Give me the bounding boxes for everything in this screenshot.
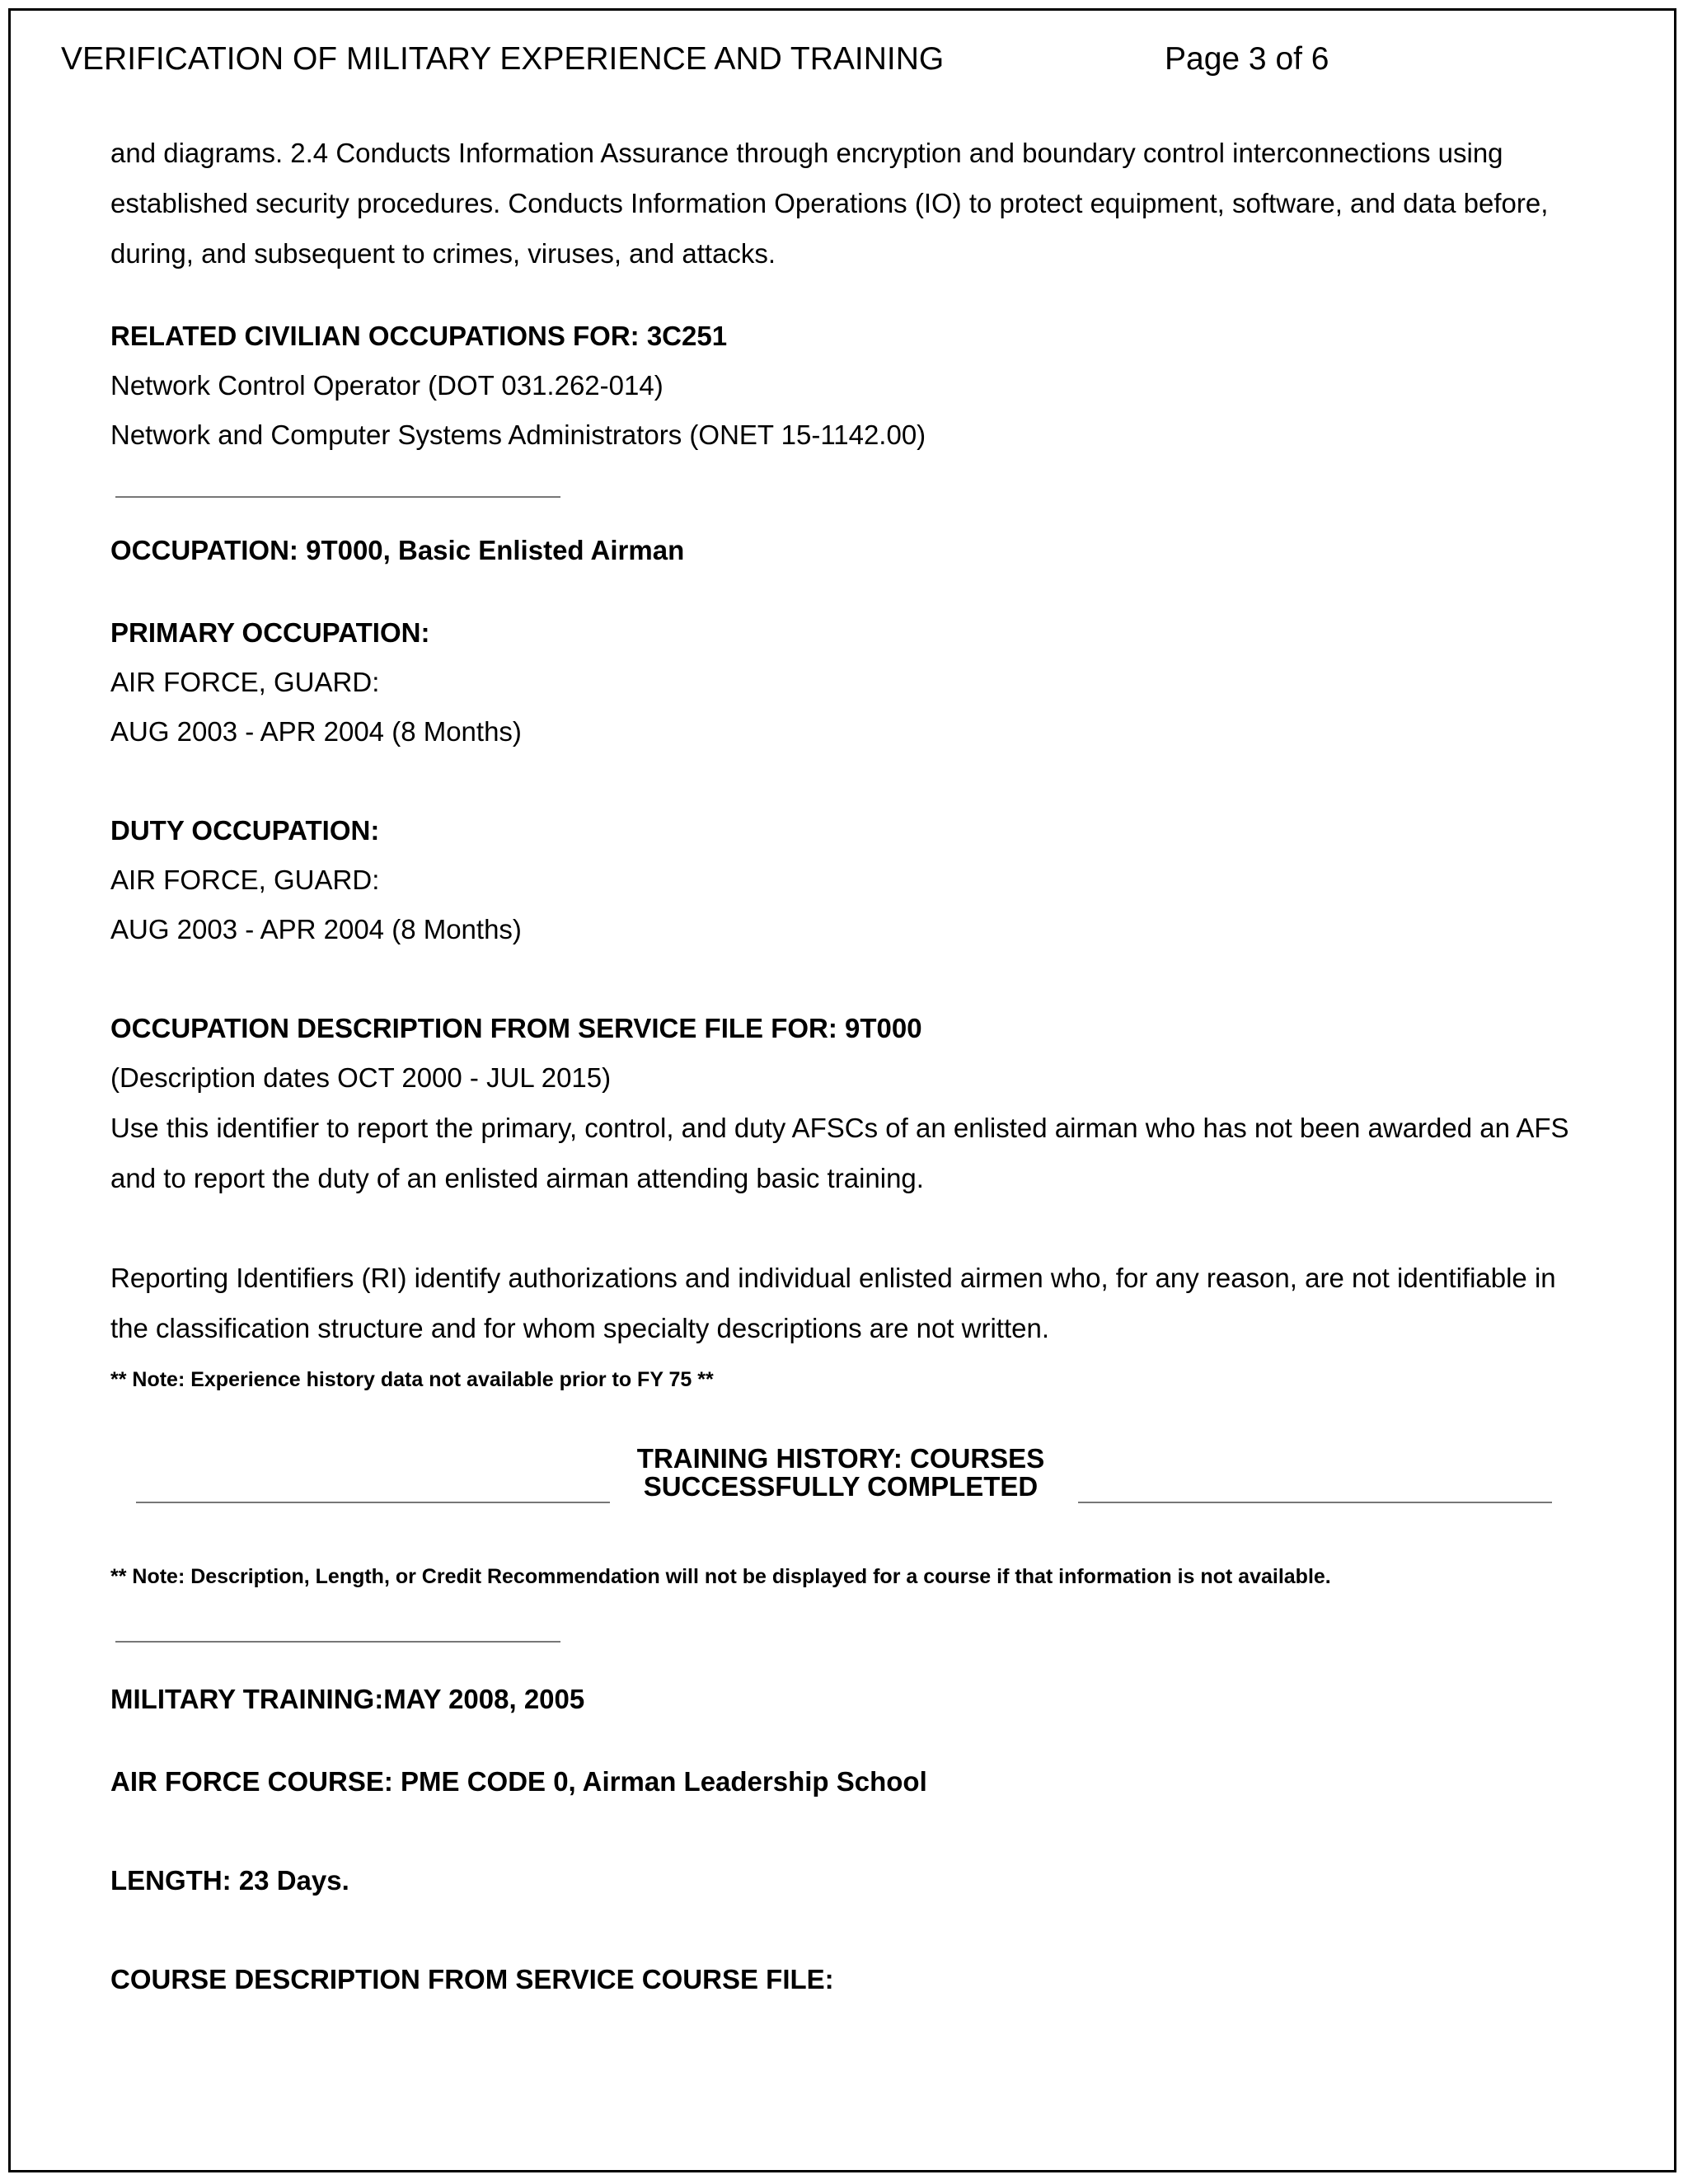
experience-note: ** Note: Experience history data not available prior to FY 75 ** [110, 1368, 714, 1391]
primary-occupation-service: AIR FORCE, GUARD: [110, 667, 380, 697]
occupation-description-section [110, 1004, 1586, 1353]
course-description-heading: COURSE DESCRIPTION FROM SERVICE COURSE FILE: [110, 1964, 834, 1994]
military-training-heading: MILITARY TRAINING:MAY 2008, 2005 [110, 1684, 585, 1714]
related-occupations-heading: RELATED CIVILIAN OCCUPATIONS FOR: 3C251 [110, 321, 728, 351]
training-note: ** Note: Description, Length, or Credit Recommendation will not be displayed for a course if that information is not available. [110, 1565, 1331, 1588]
primary-occupation-dates: AUG 2003 - APR 2004 (8 Months) [110, 716, 522, 747]
air-force-course-heading: AIR FORCE COURSE: PME CODE 0, Airman Leadership School [110, 1766, 927, 1797]
duty-occupation-heading: DUTY OCCUPATION: [110, 815, 380, 846]
primary-occupation-section [110, 608, 1586, 757]
document-title: VERIFICATION OF MILITARY EXPERIENCE AND TRAINING [61, 41, 945, 77]
duty-occupation-service: AIR FORCE, GUARD: [110, 865, 380, 895]
course-length: LENGTH: 23 Days. [110, 1865, 349, 1896]
related-occupation-item: Network Control Operator (DOT 031.262-014) [110, 370, 663, 401]
intro-paragraph: and diagrams. 2.4 Conducts Information Assurance through encryption and boundary control interconnections using established security procedures. Conducts Information Operations (IO) to protect equipment, software, and data before, during, and subsequent to crimes, viruses, and attacks. [110, 138, 1549, 269]
section-divider [115, 1641, 560, 1643]
related-occupations-section [110, 312, 1586, 460]
duty-occupation-section [110, 806, 1586, 954]
primary-occupation-heading: PRIMARY OCCUPATION: [110, 617, 430, 648]
occupation-description-paragraph: Reporting Identifiers (RI) identify authorizations and individual enlisted airmen who, for any reason, are not identifiable in the classification structure and for whom specialty descriptions are not written. [110, 1263, 1556, 1343]
training-history-banner [610, 1445, 1071, 1501]
training-history-banner-line: TRAINING HISTORY: COURSES [636, 1443, 1045, 1474]
banner-rule-right [1078, 1502, 1552, 1503]
page-number: Page 3 of 6 [1165, 41, 1329, 77]
training-history-banner-line: SUCCESSFULLY COMPLETED [643, 1471, 1039, 1502]
occupation-description-heading: OCCUPATION DESCRIPTION FROM SERVICE FILE FOR: 9T000 [110, 1013, 922, 1043]
occupation-heading: OCCUPATION: 9T000, Basic Enlisted Airman [110, 535, 685, 565]
section-divider [115, 496, 560, 498]
banner-rule-left [136, 1502, 610, 1503]
related-occupation-item: Network and Computer Systems Administrators (ONET 15-1142.00) [110, 419, 926, 450]
occupation-description-paragraph: Use this identifier to report the primary, control, and duty AFSCs of an enlisted airman who has not been awarded an AFS and to report the duty of an enlisted airman attending basic training. [110, 1113, 1569, 1193]
occupation-description-dates: (Description dates OCT 2000 - JUL 2015) [110, 1062, 612, 1093]
duty-occupation-dates: AUG 2003 - APR 2004 (8 Months) [110, 914, 522, 944]
